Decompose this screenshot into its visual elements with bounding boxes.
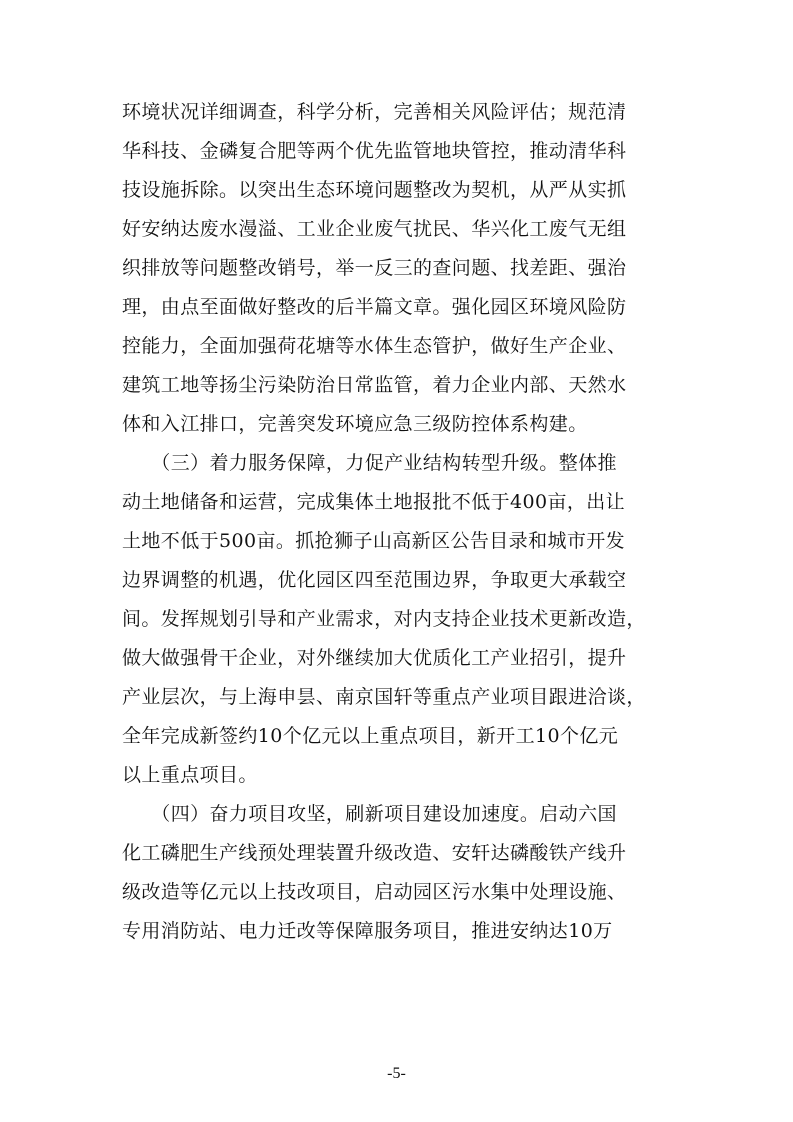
- page-number: -5-: [387, 1065, 406, 1082]
- text-line: 专用消防站、电力迁改等保障服务项目，推进安纳达10万: [122, 920, 613, 942]
- text-line: 环境状况详细调查，科学分析，完善相关风险评估；规范清: [122, 101, 627, 123]
- text-line: 技设施拆除。以突出生态环境问题整改为契机，从严从实抓: [122, 179, 627, 201]
- text-line: 理，由点至面做好整改的后半篇文章。强化园区环境风险防: [122, 296, 627, 318]
- text-line: 全年完成新签约10个亿元以上重点项目，新开工10个亿元: [122, 725, 619, 747]
- text-line: 化工磷肥生产线预处理装置升级改造、安轩达磷酸铁产线升: [122, 842, 627, 864]
- section-heading-line: （三）着力服务保障，力促产业结构转型升级。整体推: [122, 452, 617, 474]
- text-line: 织排放等问题整改销号，举一反三的查问题、找差距、强治: [122, 257, 627, 279]
- text-line: 做大做强骨干企业，对外继续加大优质化工产业招引，提升: [122, 647, 627, 669]
- text-line: 以上重点项目。: [122, 764, 258, 786]
- body-text: [122, 93, 670, 951]
- text-line: 土地不低于500亩。抓抢狮子山高新区公告目录和城市开发: [122, 530, 626, 552]
- text-line: 动土地储备和运营，完成集体土地报批不低于400亩，出让: [122, 491, 626, 513]
- text-line: 级改造等亿元以上技改项目，启动园区污水集中处理设施、: [122, 881, 627, 903]
- text-line: 好安纳达废水漫溢、工业企业废气扰民、华兴化工废气无组: [122, 218, 627, 240]
- text-line: 产业层次，与上海申昙、南京国轩等重点产业项目跟进洽谈，: [122, 686, 646, 708]
- text-line: 建筑工地等扬尘污染防治日常监管，着力企业内部、天然水: [122, 374, 627, 396]
- section-heading-line: （四）奋力项目攻坚，刷新项目建设加速度。启动六国: [122, 803, 617, 825]
- text-line: 体和入江排口，完善突发环境应急三级防控体系构建。: [122, 413, 588, 435]
- text-line: 边界调整的机遇，优化园区四至范围边界，争取更大承载空: [122, 569, 627, 591]
- text-line: 控能力，全面加强荷花塘等水体生态管护，做好生产企业、: [122, 335, 627, 357]
- text-line: 华科技、金磷复合肥等两个优先监管地块管控，推动清华科: [122, 140, 627, 162]
- text-line: 间。发挥规划引导和产业需求，对内支持企业技术更新改造，: [122, 608, 646, 630]
